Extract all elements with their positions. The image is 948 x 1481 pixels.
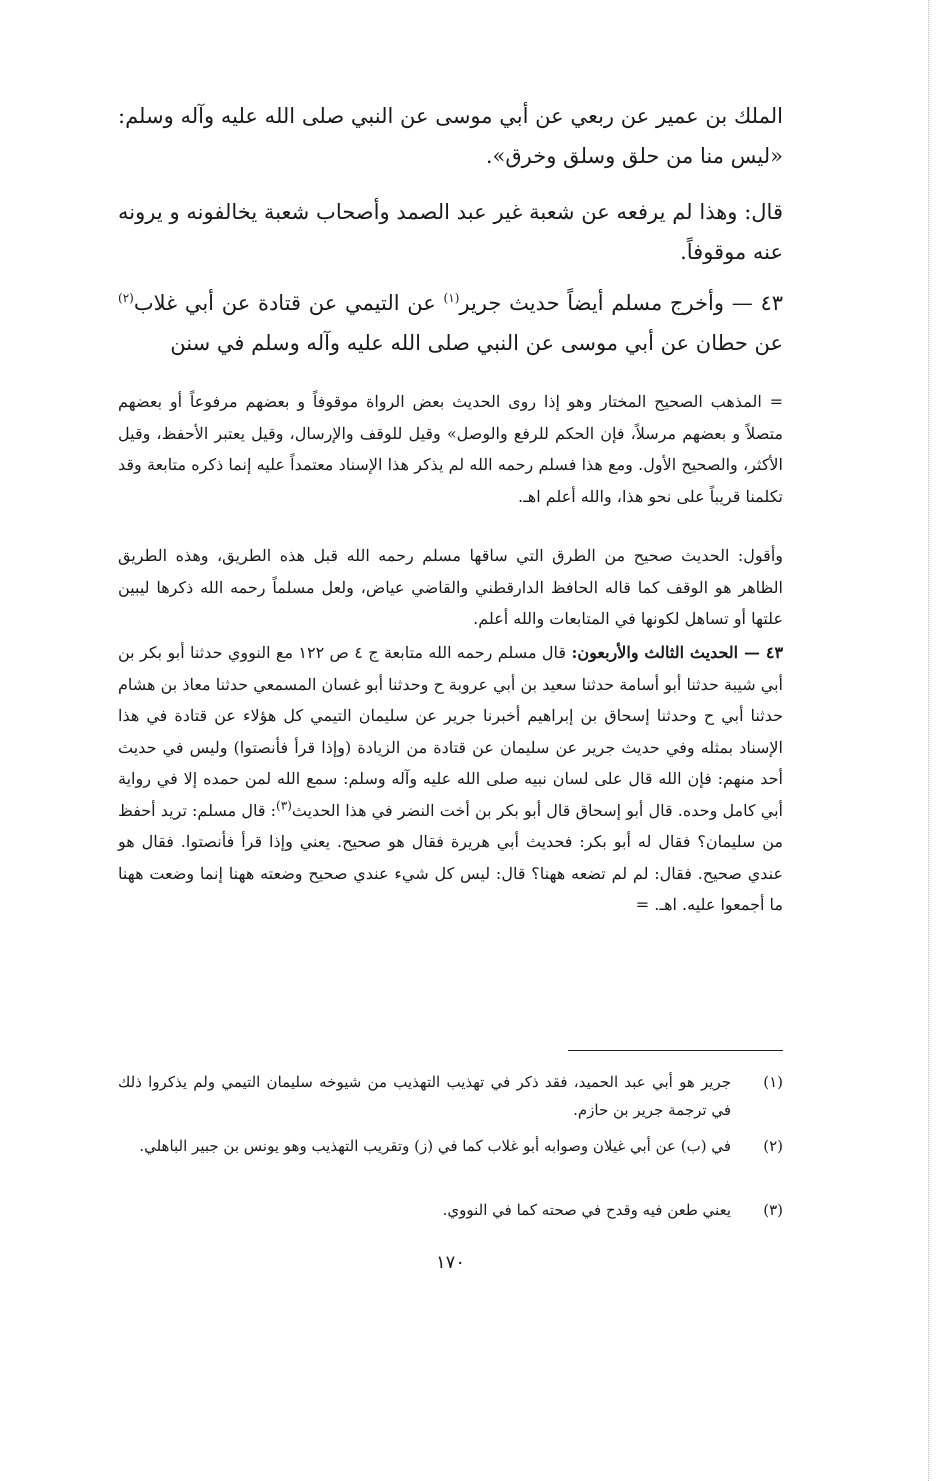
- footnote-ref-1: (١): [443, 291, 460, 305]
- note-paragraph-3-part-2: : قال مسلم: تريد أحفظ من سليمان؟ فقال له أبو بكر: فحديث أبي هريرة فقال هو صحيح. يعني وإذا قرأ فأنصتوا. فقال هو عندي صحيح. فقال: لم لم تضعه ههنا؟ قال: ليس كل شيء عندي صحيح وضعته ههنا إنما وضعت ههنا ما أجمعوا عليه. اهـ. =: [118, 800, 784, 914]
- main-paragraph-3: [118, 283, 783, 363]
- footnote-number-3: (٣): [763, 1201, 783, 1219]
- footnote-number-1: (١): [763, 1073, 783, 1091]
- footnote-separator: [568, 1050, 783, 1051]
- book-page: [118, 0, 783, 1481]
- footnote-number-2: (٢): [763, 1137, 783, 1155]
- main-paragraph-1: الملك بن عمير عن ربعي عن أبي موسى عن النبي صلى الله عليه وآله وسلم: «ليس منا من حلق وسلق وخرق».: [118, 104, 783, 168]
- main-paragraph-3-part-3: عن حطان عن أبي موسى عن النبي صلى الله عليه وآله وسلم في سنن: [170, 331, 783, 355]
- main-paragraph-2: قال: وهذا لم يرفعه عن شعبة غير عبد الصمد وأصحاب شعبة يخالفونه و يرونه عنه موقوفاً.: [118, 200, 783, 264]
- footnote-ref-3: (٣): [276, 798, 292, 813]
- note-paragraph-2: وأقول: الحديث صحيح من الطرق التي ساقها مسلم رحمه الله قبل هذه الطريق، وهذه الطريق الظاهر هو الوقف كما قاله الحافظ الدارقطني والقاضي عياض، ولعل مسلماً رحمه الله ذكرها ليبين علتها أو تساهل لكونها في المتابعات والله أعلم.: [118, 546, 783, 628]
- main-paragraph-3-part-2: عن التيمي عن قتادة عن أبي غلاب: [133, 291, 444, 315]
- footnote-3: [118, 1196, 783, 1224]
- footnote-1: [118, 1068, 783, 1124]
- note-paragraph-3-part-1: قال مسلم رحمه الله متابعة ج ٤ ص ١٢٢ مع النووي حدثنا أبو بكر بن أبي شيبة حدثنا أبو أسامة حدثنا سعيد بن أبي عروبة ح وحدثنا أبو غسان المسمعي حدثنا معاذ بن هشام حدثنا أبي ح وحدثنا إسحاق بن إبراهيم أخبرنا جرير عن سليمان التيمي كل هؤلاء عن قتادة في هذا الإسناد بمثله وفي حديث جرير عن سليمان عن قتادة من الزيادة (وإذا قرأ فأنصتوا) وليس في حديث أحد منهم: فإن الله قال على لسان نبيه صلى الله عليه وآله وسلم: سمع الله لمن حمده إلا في رواية أبي كامل وحده. قال أبو إسحاق قال أبو بكر بن أخت النضر في هذا الحديث: [118, 643, 783, 820]
- note-paragraph-1: = المذهب الصحيح المختار وهو إذا روى الحديث بعض الرواة موقوفاً و بعضهم مرفوعاً أو بعضهم متصلاً و بعضهم مرسلاً، فإن الحكم للرفع والوصل» وقيل للوقف والإرسال، وقيل يعتبر الأحفظ، وقيل الأكثر، والصحيح الأول. ومع هذا فسلم رحمه الله لم يذكر هذا الإسناد معتمداً عليه إنما ذكره متابعة وقد تكلمنا قريباً على نحو هذا، والله أعلم اهـ.: [118, 392, 784, 506]
- note-paragraph-3: [118, 637, 783, 921]
- footnote-text-3: يعني طعن فيه وقدح في صحته كما في النووي.: [442, 1201, 731, 1219]
- hadith-heading: ٤٣ — الحديث الثالث والأربعون:: [571, 643, 784, 662]
- footnote-2: [118, 1132, 783, 1160]
- footnote-ref-2: (٢): [118, 291, 134, 305]
- footnote-text-1: جرير هو أبي عبد الحميد، فقد ذكر في تهذيب التهذيب من شيوخه سليمان التيمي ولم يذكروا ذلك في ترجمة جرير بن حازم.: [118, 1073, 731, 1119]
- main-paragraph-3-part-1: ٤٣ — وأخرج مسلم أيضاً حديث جرير: [459, 291, 784, 315]
- scan-edge-line: [928, 0, 929, 1481]
- page-number: ١٧٠: [435, 1252, 465, 1273]
- footnote-text-2: في (ب) عن أبي غيلان وصوابه أبو غلاب كما في (ز) وتقريب التهذيب وهو يونس بن جبير الباهلي.: [139, 1137, 731, 1155]
